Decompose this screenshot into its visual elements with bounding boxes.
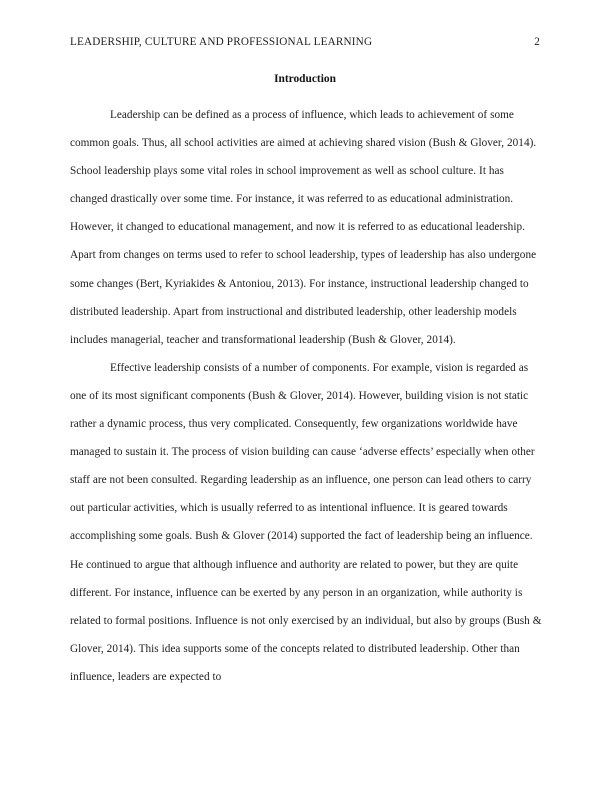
page-number: 2 <box>534 36 540 48</box>
body-paragraph: Effective leadership consists of a number of components. For example, vision is regarded as one of its most significant components (Bush & Glover, 2014). However, building vision is not static rather a dynamic process, thus very complicated. Consequently, few organizations worldwide have managed to sustain it. The process of vision building can cause ‘adverse effects’ especially when other staff are not been consulted. Regarding leadership as an influence, one person can lead others to carry out particular activities, which is usually referred to as intentional influence. It is geared towards accomplishing some goals. Bush & Glover (2014) supported the fact of leadership being an influence. He continued to argue that although influence and authority are related to power, but they are quite different. For instance, influence can be exerted by any person in an organization, while authority is related to formal positions. Influence is not only exercised by an individual, but also by groups (Bush & Glover, 2014). This idea supports some of the concepts related to distributed leadership. Other than influence, leaders are expected to <box>70 361 542 683</box>
running-head-title: LEADERSHIP, CULTURE AND PROFESSIONAL LEARNING <box>70 36 373 48</box>
page-running-header <box>70 33 540 51</box>
body-paragraph: Leadership can be defined as a process of influence, which leads to achievement of some common goals. Thus, all school activities are aimed at achieving shared vision (Bush & Glover, 2014). School leadership plays some vital roles in school improvement as well as school culture. It has changed drastically over some time. For instance, it was referred to as educational administration. However, it changed to educational management, and now it is referred to as educational leadership. Apart from changes on terms used to refer to school leadership, types of leadership has also undergone some changes (Bert, Kyriakides & Antoniou, 2013). For instance, instructional leadership changed to distributed leadership. Apart from instructional and distributed leadership, other leadership models includes managerial, teacher and transformational leadership (Bush & Glover, 2014). <box>70 109 537 346</box>
body-text-column <box>70 101 542 691</box>
section-heading-introduction: Introduction <box>274 73 336 85</box>
